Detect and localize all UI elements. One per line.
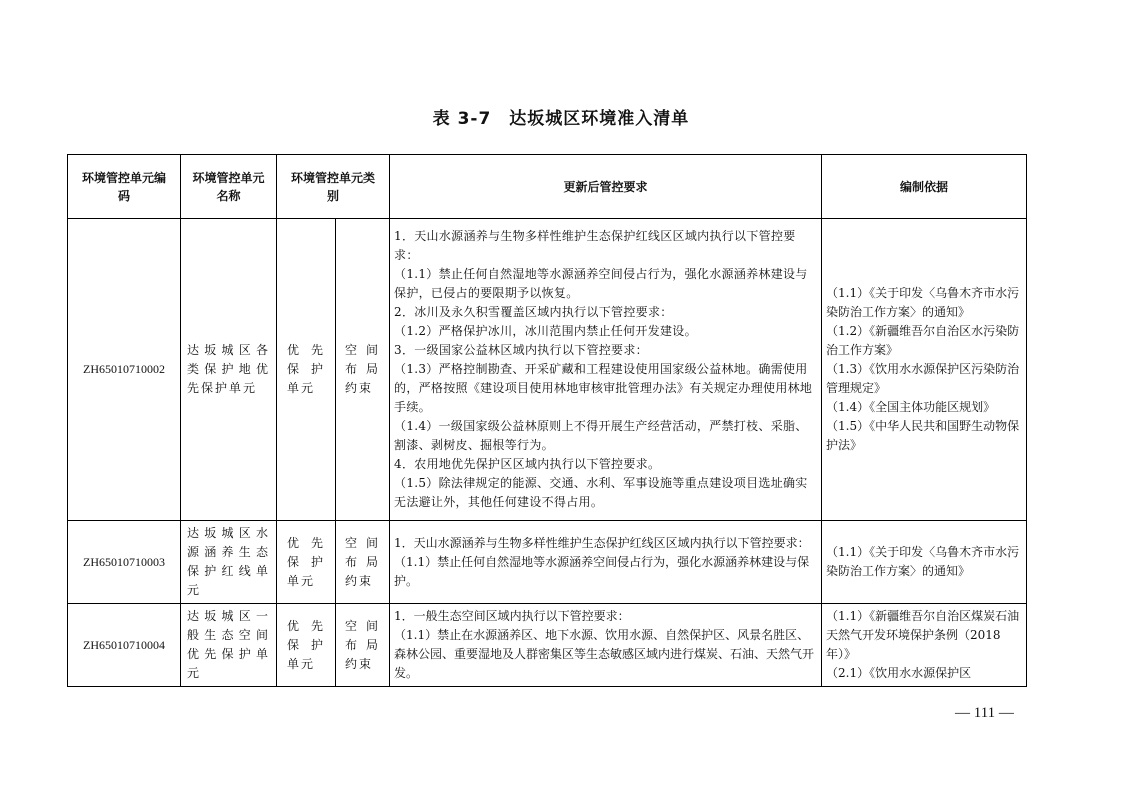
constraint-type: 空间布局约束 bbox=[336, 219, 390, 521]
header-requirements: 更新后管控要求 bbox=[390, 155, 822, 219]
requirement-line: 4．农用地优先保护区区域内执行以下管控要求。 bbox=[394, 457, 661, 471]
requirements-cell bbox=[390, 604, 822, 687]
requirements-cell bbox=[390, 521, 822, 604]
basis-line: （1.2）《新疆维吾尔自治区水污染防治工作方案》 bbox=[826, 324, 1020, 357]
unit-name: 达坂城区水源涵养生态保护红线单元 bbox=[181, 521, 277, 604]
unit-category: 优先保护单元 bbox=[277, 604, 336, 687]
unit-code: ZH65010710002 bbox=[68, 219, 181, 521]
basis-line: （1.4）《全国主体功能区规划》 bbox=[826, 400, 996, 414]
requirement-line: （1.2）严格保护冰川，冰川范围内禁止任何开发建设。 bbox=[394, 324, 697, 338]
unit-category: 优先保护单元 bbox=[277, 219, 336, 521]
unit-code: ZH65010710004 bbox=[68, 604, 181, 687]
requirement-line: （1.4）一级国家级公益林原则上不得开展生产经营活动，严禁打枝、采脂、割漆、剥树皮、掘根等行为。 bbox=[394, 419, 808, 452]
requirement-line: 1．天山水源涵养与生物多样性维护生态保护红线区区域内执行以下管控要求： bbox=[394, 229, 796, 262]
requirements-cell bbox=[390, 219, 822, 521]
constraint-type: 空间布局约束 bbox=[336, 521, 390, 604]
basis-line: （1.5）《中华人民共和国野生动物保护法》 bbox=[826, 419, 1020, 452]
requirement-line: （1.1）禁止任何自然湿地等水源涵养空间侵占行为，强化水源涵养林建设与保护。 bbox=[394, 554, 810, 588]
table-row bbox=[68, 219, 1027, 521]
requirement-line: （1.1）禁止任何自然湿地等水源涵养空间侵占行为，强化水源涵养林建设与保护，已侵占的要限期予以恢复。 bbox=[394, 267, 808, 300]
unit-name: 达坂城区一般生态空间优先保护单元 bbox=[181, 604, 277, 687]
table-row bbox=[68, 521, 1027, 604]
basis-line: （1.3）《饮用水水源保护区污染防治管理规定》 bbox=[826, 362, 1020, 395]
requirement-line: 1．一般生态空间区域内执行以下管控要求： bbox=[394, 609, 630, 623]
requirement-line: 2．冰川及永久积雪覆盖区域内执行以下管控要求： bbox=[394, 305, 673, 319]
header-unit-code: 环境管控单元编码 bbox=[68, 155, 181, 219]
requirement-line: 3．一级国家公益林区域内执行以下管控要求： bbox=[394, 343, 648, 357]
basis-line: （2.1）《饮用水水源保护区 bbox=[826, 666, 972, 680]
table-row bbox=[68, 604, 1027, 687]
constraint-type: 空间布局约束 bbox=[336, 604, 390, 687]
requirement-line: （1.3）严格控制勘查、开采矿藏和工程建设使用国家级公益林地。确需使用的，严格按照《建设项目使用林地审核审批管理办法》有关规定办理使用林地手续。 bbox=[394, 362, 813, 414]
basis-cell bbox=[822, 604, 1027, 687]
basis-line: （1.1）《新疆维吾尔自治区煤炭石油天然气开发环境保护条例（2018年）》 bbox=[826, 609, 1020, 661]
requirement-line: （1.1）禁止在水源涵养区、地下水源、饮用水源、自然保护区、风景名胜区、森林公园、重要湿地及人群密集区等生态敏感区域内进行煤炭、石油、天然气开发。 bbox=[394, 628, 815, 680]
unit-code: ZH65010710003 bbox=[68, 521, 181, 604]
page-number: — 111 — bbox=[955, 705, 1014, 721]
requirement-line: 1．天山水源涵养与生物多样性维护生态保护红线区区域内执行以下管控要求： bbox=[394, 535, 810, 550]
basis-line: （1.1）《关于印发〈乌鲁木齐市水污染防治工作方案〉的通知》 bbox=[826, 286, 1020, 319]
unit-category: 优先保护单元 bbox=[277, 521, 336, 604]
header-basis: 编制依据 bbox=[822, 155, 1027, 219]
access-list-table bbox=[67, 154, 1027, 687]
basis-line: （1.1）《关于印发〈乌鲁木齐市水污染防治工作方案〉的通知》 bbox=[826, 545, 1020, 578]
header-unit-category: 环境管控单元类别 bbox=[277, 155, 390, 219]
requirement-line: （1.5）除法律规定的能源、交通、水利、军事设施等重点建设项目选址确实无法避让外，其他任何建设不得占用。 bbox=[394, 476, 808, 509]
header-unit-name: 环境管控单元名称 bbox=[181, 155, 277, 219]
basis-cell bbox=[822, 219, 1027, 521]
basis-cell bbox=[822, 521, 1027, 604]
unit-name: 达坂城区各类保护地优先保护单元 bbox=[181, 219, 277, 521]
page-title: 表 3-7 达坂城区环境准入清单 bbox=[432, 109, 690, 129]
